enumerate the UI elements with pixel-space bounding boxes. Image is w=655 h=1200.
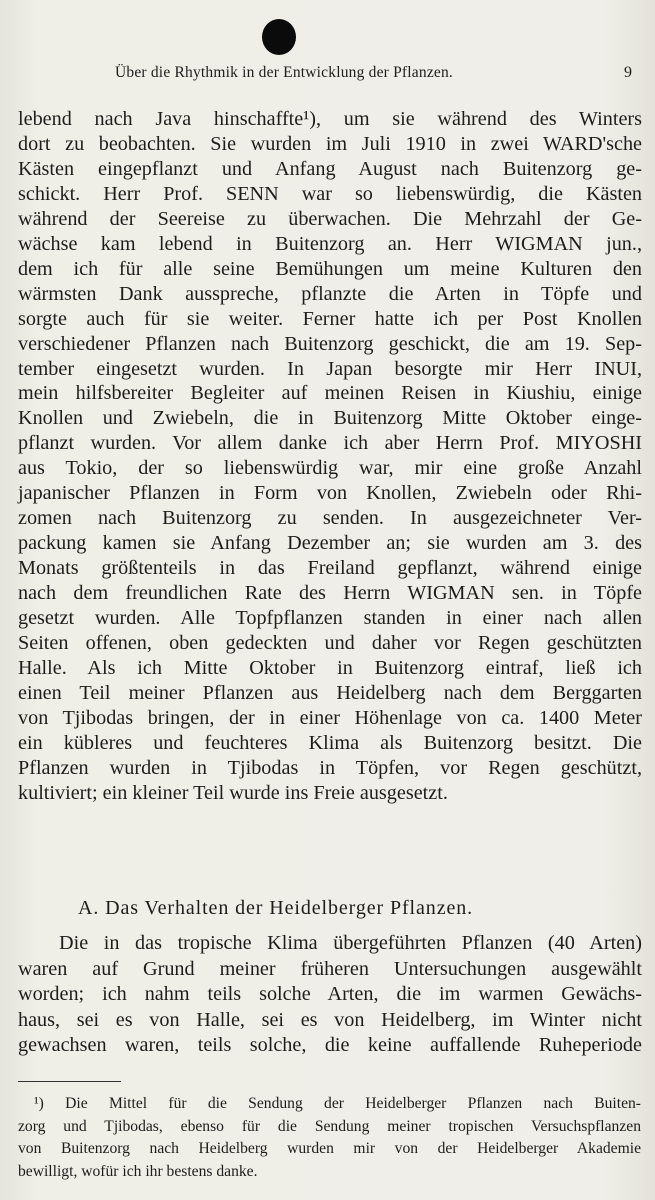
- text-line: wächse kam lebend in Buitenzorg an. Herr WIGMAN jun.,: [18, 232, 642, 255]
- text-line: zomen nach Buitenzorg zu senden. In ausgezeichneter Ver-: [18, 507, 642, 530]
- text-line: dort zu beobachten. Sie wurden im Juli 1910 in zwei WARD'sche: [18, 132, 642, 155]
- text-line: von Tjibodas bringen, der in einer Höhenlage von ca. 1400 Meter: [18, 706, 642, 729]
- text-line: waren auf Grund meiner früheren Untersuchungen ausgewählt: [18, 957, 642, 980]
- text-line: Seiten offenen, oben gedeckten und daher vor Regen geschützten: [18, 632, 642, 655]
- section-text: [18, 931, 642, 1059]
- text-line: nach dem freundlichen Rate des Herrn WIGMAN sen. in Töpfe: [18, 582, 642, 605]
- text-line: mein hilfsbereiter Begleiter auf meinen Reisen in Kiushiu, einige: [18, 382, 642, 405]
- text-line: ein kübleres und feuchteres Klima als Buitenzorg besitzt. Die: [18, 731, 642, 754]
- text-line: pflanzt wurden. Vor allem danke ich aber Herrn Prof. MIYOSHI: [18, 432, 642, 455]
- text-line: worden; ich nahm teils solche Arten, die im warmen Gewächs-: [18, 983, 642, 1006]
- text-line: während der Seereise zu überwachen. Die Mehrzahl der Ge-: [18, 207, 642, 230]
- text-line: haus, sei es von Halle, sei es von Heidelberg, im Winter nicht: [18, 1008, 642, 1031]
- footnote-line: bewilligt, wofür ich ihr bestens danke.: [18, 1162, 258, 1180]
- text-line: aus Tokio, der so liebenswürdig war, mir eine große Anzahl: [18, 457, 642, 480]
- text-line: Pflanzen wurden in Tjibodas in Töpfen, vor Regen geschützt,: [18, 756, 642, 779]
- footnote-divider: [18, 1081, 121, 1082]
- text-line: wärmsten Dank ausspreche, pflanzte die Arten in Töpfe und: [18, 282, 642, 305]
- punch-hole-mark: [262, 19, 296, 55]
- footnote-line: ¹) Die Mittel für die Sendung der Heidelberger Pflanzen nach Buiten-: [34, 1095, 641, 1112]
- text-line: sorgte auch für sie weiter. Ferner hatte ich per Post Knollen: [18, 307, 642, 330]
- footnote-line: von Buitenzorg nach Heidelberg wurden mir von der Heidelberger Akademie: [18, 1140, 641, 1157]
- page-number: 9: [624, 64, 632, 81]
- text-line: verschiedener Pflanzen nach Buitenzorg geschickt, die am 19. Sep-: [18, 332, 642, 355]
- text-line: einen Teil meiner Pflanzen aus Heidelberg nach dem Berggarten: [18, 681, 642, 704]
- text-line: Kästen eingepflanzt und Anfang August nach Buitenzorg ge-: [18, 157, 642, 180]
- text-line: gewachsen waren, teils solche, die keine auffallende Ruheperiode: [18, 1034, 642, 1057]
- text-line: Halle. Als ich Mitte Oktober in Buitenzorg eintraf, ließ ich: [18, 656, 642, 679]
- footnote-line: zorg und Tjibodas, ebenso für die Sendung meiner tropischen Versuchspflanzen: [18, 1117, 641, 1135]
- body-text: [18, 107, 642, 806]
- footnote: [18, 1093, 641, 1183]
- text-line: schickt. Herr Prof. SENN war so liebenswürdig, die Kästen: [18, 182, 642, 205]
- section-heading: A. Das Verhalten der Heidelberger Pflanzen.: [78, 897, 474, 919]
- text-line: Knollen und Zwiebeln, die in Buitenzorg Mitte Oktober einge-: [18, 407, 642, 430]
- text-line: Monats größtenteils in das Freiland gepflanzt, während einige: [18, 557, 642, 580]
- text-line: Die in das tropische Klima übergeführten Pflanzen (40 Arten): [59, 932, 642, 954]
- running-title: Über die Rhythmik in der Entwicklung der Pflanzen.: [115, 64, 454, 81]
- text-line: lebend nach Java hinschaffte¹), um sie während des Winters: [18, 108, 642, 130]
- text-line: dem ich für alle seine Bemühungen um meine Kulturen den: [18, 257, 642, 280]
- text-line: packung kamen sie Anfang Dezember an; sie wurden am 3. des: [18, 532, 642, 555]
- text-line: kultiviert; ein kleiner Teil wurde ins Freie ausgesetzt.: [18, 781, 448, 804]
- text-line: tember eingesetzt wurden. In Japan besorgte mir Herr INUI,: [18, 357, 642, 380]
- text-line: japanischer Pflanzen in Form von Knollen, Zwiebeln oder Rhi-: [18, 482, 642, 505]
- text-line: gesetzt wurden. Alle Topfpflanzen standen in einer nach allen: [18, 607, 642, 630]
